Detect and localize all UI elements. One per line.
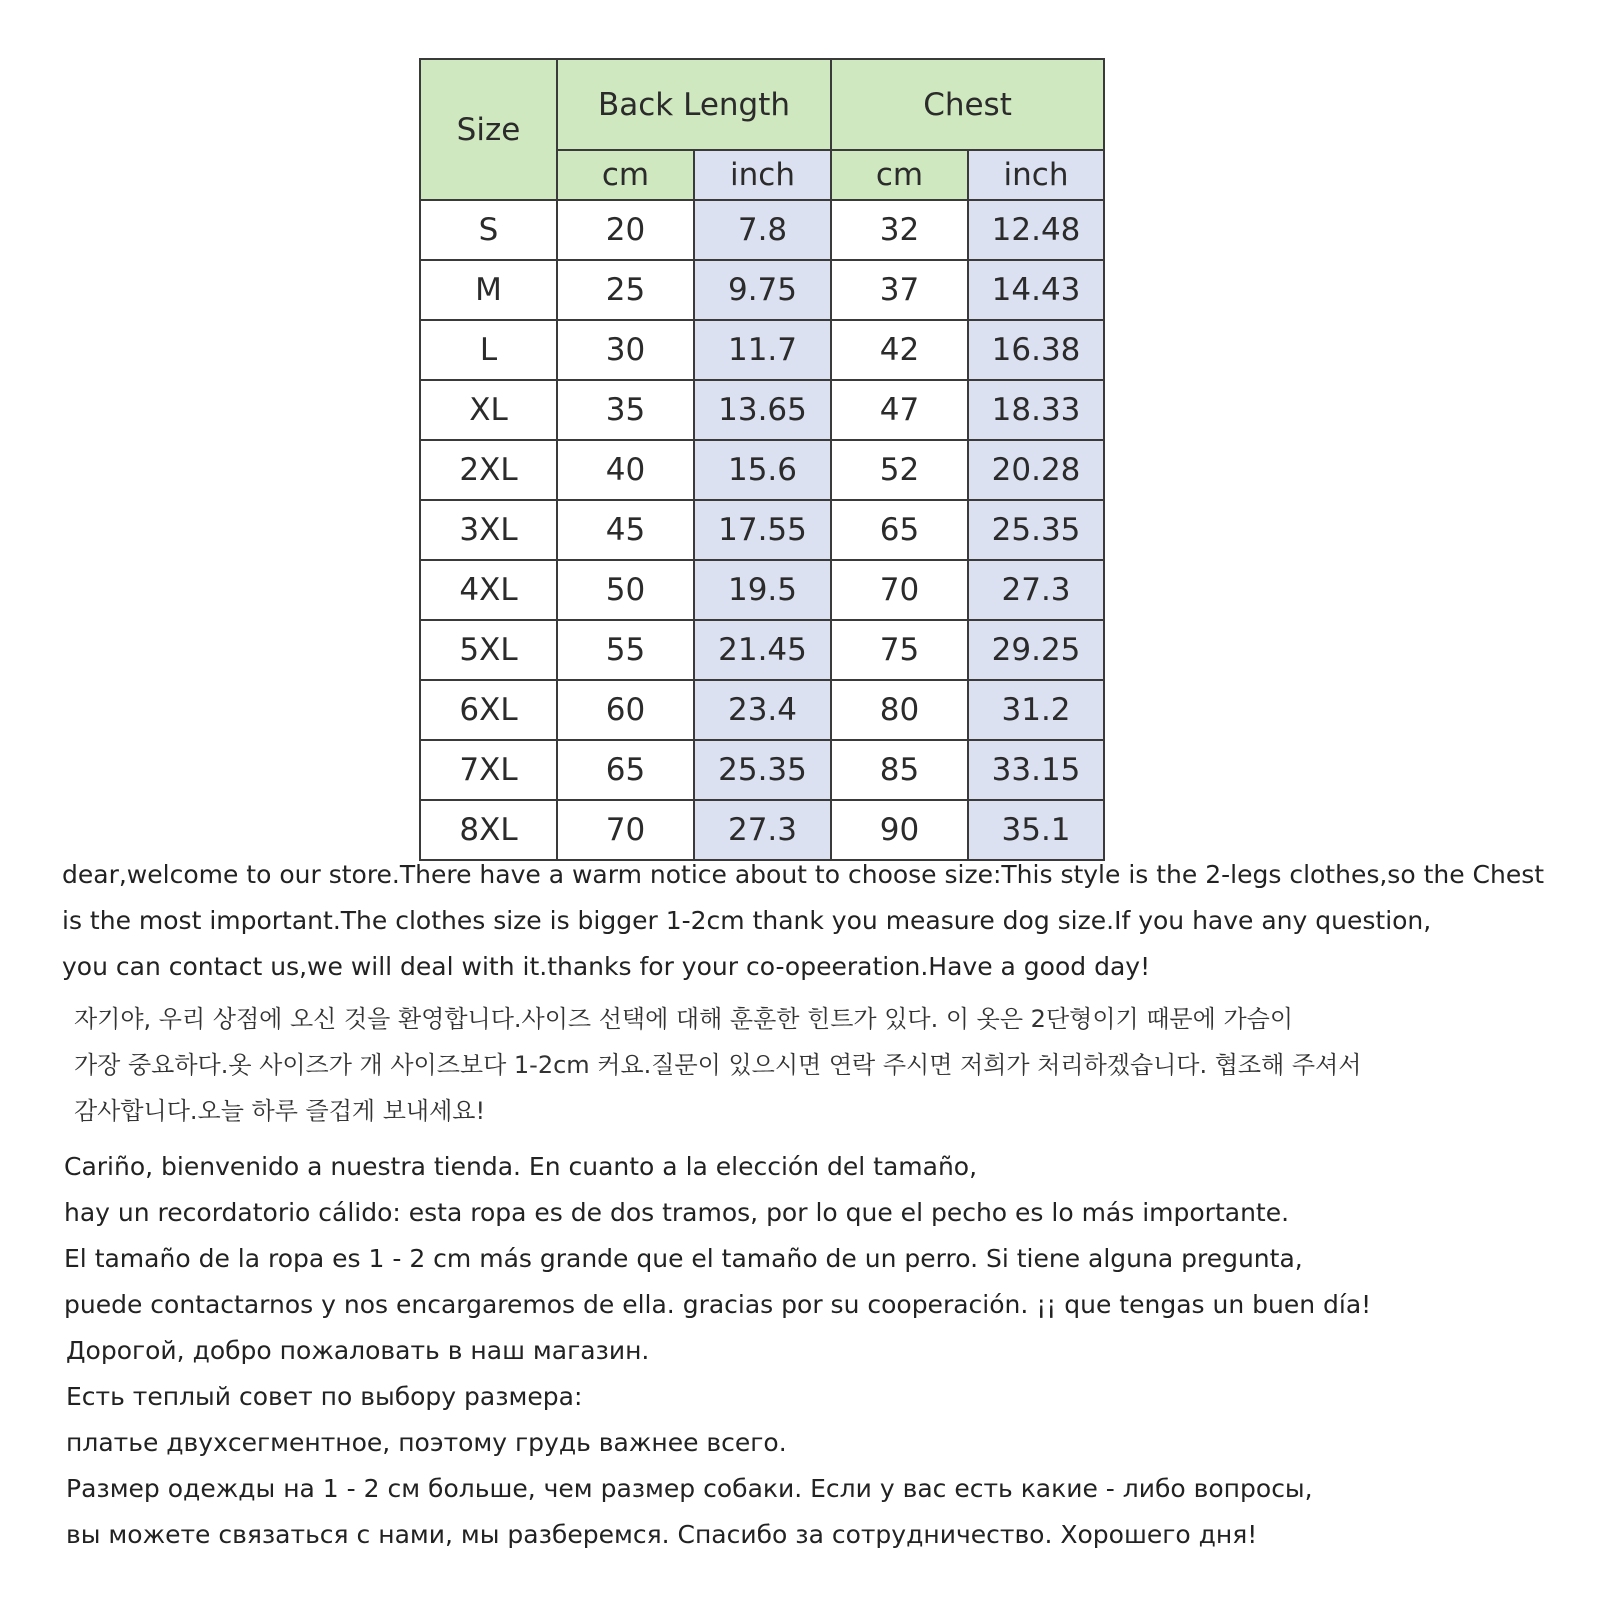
back-length-inch-cell: 27.3: [694, 800, 831, 860]
chest-inch-header: inch: [968, 150, 1104, 200]
back-length-cm-header: cm: [557, 150, 694, 200]
chest-cm-cell: 32: [831, 200, 968, 260]
chest-inch-cell: 29.25: [968, 620, 1104, 680]
size-header: Size: [420, 59, 557, 200]
size-chart-table: [419, 58, 1105, 861]
size-cell: XL: [420, 380, 557, 440]
size-cell: S: [420, 200, 557, 260]
chest-header: Chest: [831, 59, 1104, 150]
size-cell: 7XL: [420, 740, 557, 800]
size-cell: 5XL: [420, 620, 557, 680]
chest-inch-cell: 14.43: [968, 260, 1104, 320]
back-length-cm-cell: 60: [557, 680, 694, 740]
notice-spanish: [0, 1152, 1600, 1336]
table-row: [420, 500, 1104, 560]
chest-inch-cell: 35.1: [968, 800, 1104, 860]
chest-inch-cell: 33.15: [968, 740, 1104, 800]
notice-line: Размер одежды на 1 - 2 см больше, чем размер собаки. Если у вас есть какие - либо вопросы,: [66, 1474, 1313, 1503]
chest-inch-cell: 18.33: [968, 380, 1104, 440]
notice-russian: [0, 1336, 1600, 1566]
size-cell: 6XL: [420, 680, 557, 740]
back-length-inch-cell: 17.55: [694, 500, 831, 560]
notice-line: dear,welcome to our store.There have a warm notice about to choose size:This style is the 2-legs clothes,so the Chest: [62, 860, 1545, 889]
chest-inch-cell: 12.48: [968, 200, 1104, 260]
back-length-header: Back Length: [557, 59, 831, 150]
size-cell: 4XL: [420, 560, 557, 620]
notice-line: you can contact us,we will deal with it.thanks for your co-opeeration.Have a good day!: [62, 952, 1151, 981]
back-length-inch-cell: 15.6: [694, 440, 831, 500]
back-length-inch-cell: 7.8: [694, 200, 831, 260]
table-row: [420, 440, 1104, 500]
back-length-inch-cell: 13.65: [694, 380, 831, 440]
chest-inch-cell: 31.2: [968, 680, 1104, 740]
notice-line: платье двухсегментное, поэтому грудь важнее всего.: [66, 1428, 787, 1457]
back-length-inch-cell: 9.75: [694, 260, 831, 320]
table-row: [420, 620, 1104, 680]
back-length-cm-cell: 25: [557, 260, 694, 320]
table-row: [420, 260, 1104, 320]
chest-cm-cell: 70: [831, 560, 968, 620]
back-length-inch-cell: 23.4: [694, 680, 831, 740]
size-rows: [420, 200, 1104, 860]
back-length-cm-cell: 70: [557, 800, 694, 860]
notice-line: Дорогой, добро пожаловать в наш магазин.: [66, 1336, 650, 1365]
chest-cm-cell: 47: [831, 380, 968, 440]
back-length-inch-cell: 11.7: [694, 320, 831, 380]
table-row: [420, 380, 1104, 440]
size-cell: 2XL: [420, 440, 557, 500]
back-length-inch-cell: 19.5: [694, 560, 831, 620]
chest-cm-cell: 75: [831, 620, 968, 680]
table-row: [420, 740, 1104, 800]
notice-line: 자기야, 우리 상점에 오신 것을 환영합니다.사이즈 선택에 대해 훈훈한 힌트가 있다. 이 옷은 2단형이기 때문에 가슴이: [74, 1005, 1294, 1033]
table-row: [420, 800, 1104, 860]
back-length-inch-header: inch: [694, 150, 831, 200]
notice-line: вы можете связаться с нами, мы разберемся. Спасибо за сотрудничество. Хорошего дня!: [66, 1520, 1258, 1549]
chest-cm-cell: 52: [831, 440, 968, 500]
chest-inch-cell: 25.35: [968, 500, 1104, 560]
chest-inch-cell: 16.38: [968, 320, 1104, 380]
size-cell: 8XL: [420, 800, 557, 860]
back-length-cm-cell: 20: [557, 200, 694, 260]
chest-cm-cell: 42: [831, 320, 968, 380]
notice-line: Есть теплый совет по выбору размера:: [66, 1382, 583, 1411]
chest-inch-cell: 27.3: [968, 560, 1104, 620]
size-cell: L: [420, 320, 557, 380]
back-length-cm-cell: 65: [557, 740, 694, 800]
notice-line: puede contactarnos y nos encargaremos de ella. gracias por su cooperación. ¡¡ que tengas un buen día!: [64, 1290, 1372, 1319]
notice-english: [0, 860, 1600, 998]
notice-line: 가장 중요하다.옷 사이즈가 개 사이즈보다 1-2cm 커요.질문이 있으시면 연락 주시면 저희가 처리하겠습니다. 협조해 주셔서: [74, 1051, 1362, 1079]
back-length-cm-cell: 40: [557, 440, 694, 500]
notice-line: Cariño, bienvenido a nuestra tienda. En cuanto a la elección del tamaño,: [64, 1152, 978, 1181]
chest-cm-cell: 85: [831, 740, 968, 800]
notice-line: El tamaño de la ropa es 1 - 2 cm más grande que el tamaño de un perro. Si tiene alguna pregunta,: [64, 1244, 1303, 1273]
chest-cm-cell: 90: [831, 800, 968, 860]
back-length-cm-cell: 55: [557, 620, 694, 680]
notice-line: 감사합니다.오늘 하루 즐겁게 보내세요!: [74, 1097, 486, 1125]
chest-cm-cell: 80: [831, 680, 968, 740]
notice-korean: [0, 1004, 1600, 1142]
back-length-cm-cell: 30: [557, 320, 694, 380]
back-length-inch-cell: 25.35: [694, 740, 831, 800]
chest-cm-cell: 37: [831, 260, 968, 320]
chest-inch-cell: 20.28: [968, 440, 1104, 500]
size-cell: 3XL: [420, 500, 557, 560]
table-row: [420, 680, 1104, 740]
chest-cm-cell: 65: [831, 500, 968, 560]
back-length-cm-cell: 45: [557, 500, 694, 560]
chest-cm-header: cm: [831, 150, 968, 200]
table-row: [420, 560, 1104, 620]
back-length-inch-cell: 21.45: [694, 620, 831, 680]
notice-line: hay un recordatorio cálido: esta ropa es de dos tramos, por lo que el pecho es lo más importante.: [64, 1198, 1290, 1227]
back-length-cm-cell: 35: [557, 380, 694, 440]
notice-line: is the most important.The clothes size is bigger 1-2cm thank you measure dog size.If you have any question,: [62, 906, 1432, 935]
table-row: [420, 200, 1104, 260]
table-row: [420, 320, 1104, 380]
back-length-cm-cell: 50: [557, 560, 694, 620]
size-cell: M: [420, 260, 557, 320]
